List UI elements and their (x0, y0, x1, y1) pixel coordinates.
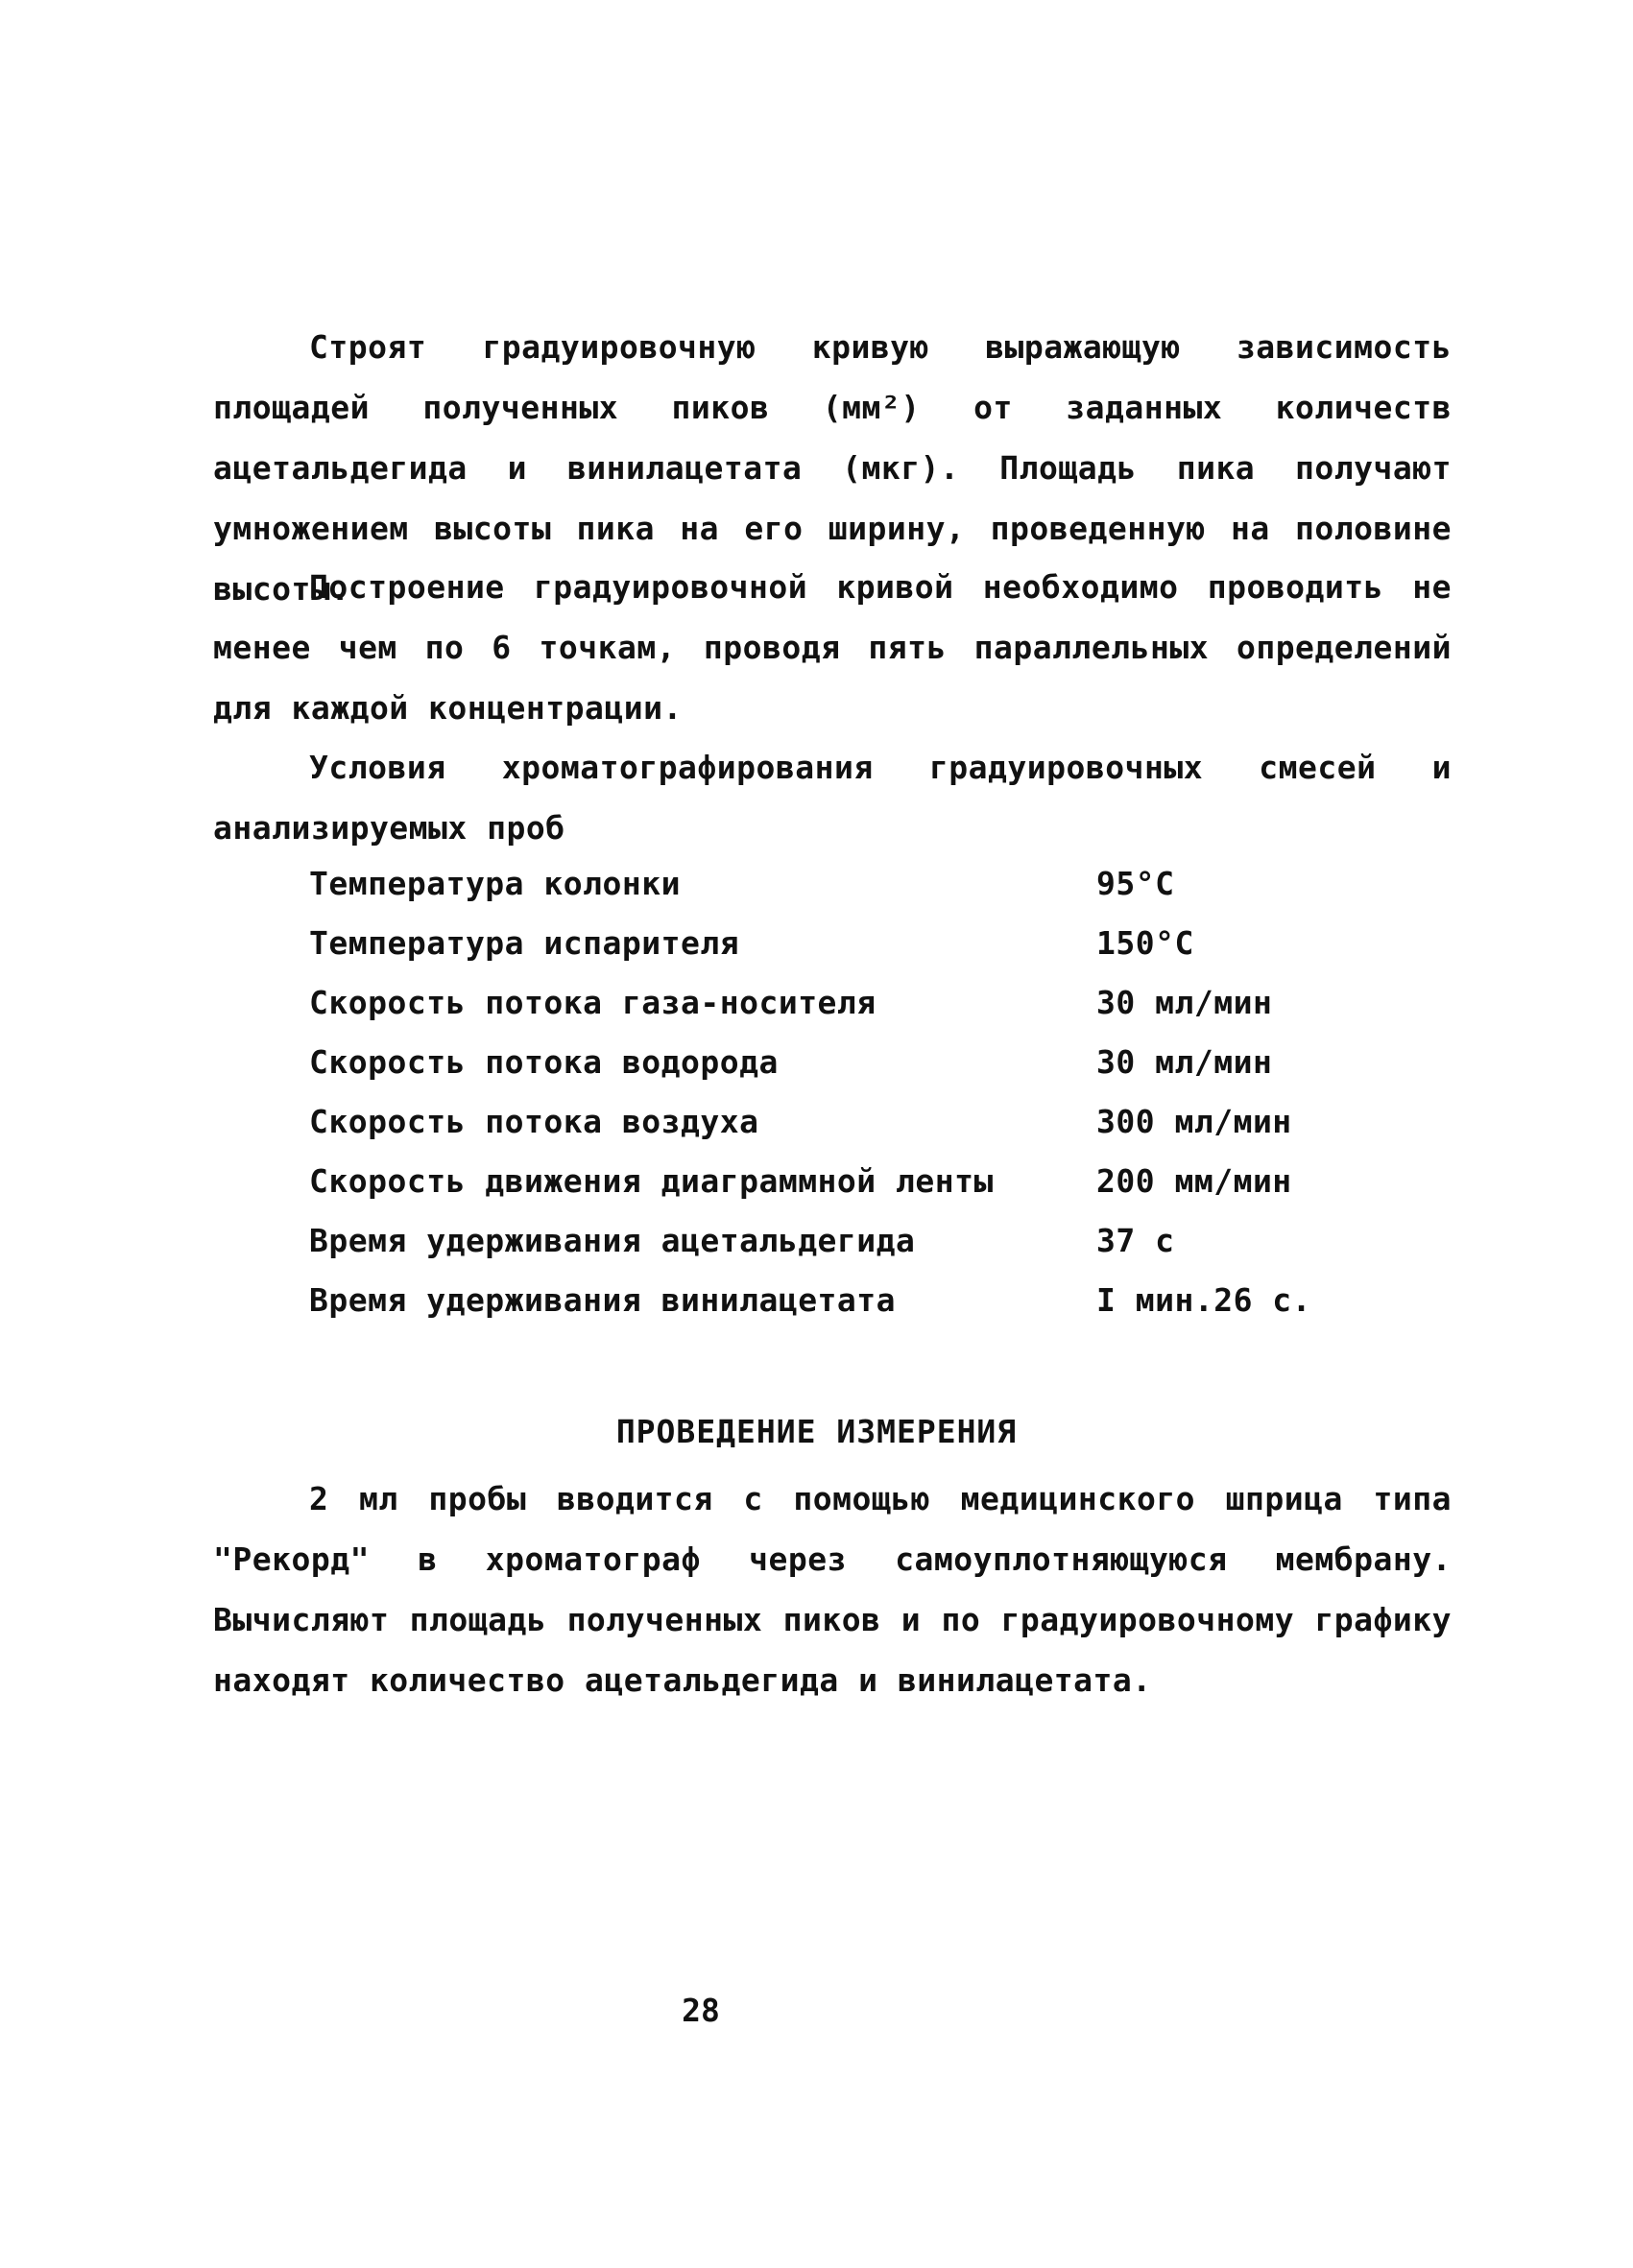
condition-row (309, 1033, 1365, 1092)
section-heading-measurement: ПРОВЕДЕНИЕ ИЗМЕРЕНИЯ (615, 1413, 1018, 1450)
paragraph-calibration-curve: Строят градуировочную кривую выражающую зависимость площадей полученных пиков (мм²) от заданных количеств ацетальдегида и винилацетата (мкг). Площадь пика получают умножением высоты пика на его ширину, проведенную на половине высоты. (213, 328, 1452, 608)
condition-row (309, 1271, 1365, 1330)
condition-row (309, 914, 1365, 973)
condition-value: I мин.26 с. (1096, 1281, 1312, 1319)
condition-value: 300 мл/мин (1096, 1103, 1292, 1140)
condition-value: 95°C (1096, 865, 1175, 902)
condition-row (309, 1152, 1365, 1211)
condition-label: Время удерживания винилацетата (309, 1281, 897, 1319)
condition-label: Температура колонки (309, 865, 681, 902)
condition-value: 200 мм/мин (1096, 1162, 1292, 1200)
conditions-list (309, 854, 1365, 1330)
page-number: 28 (682, 1992, 720, 2029)
condition-value: 30 мл/мин (1096, 1043, 1273, 1081)
condition-label: Время удерживания ацетальдегида (309, 1222, 916, 1259)
paragraph-measurement-procedure: 2 мл пробы вводится с помощью медицинского шприца типа "Рекорд" в хроматограф через самоуплотняющуюся мембрану. Вычисляют площадь полученных пиков и по градуировочному графику находят количество ацетальдегида и винилацетата. (213, 1480, 1452, 1699)
paragraph-calibration-points: Построение градуировочной кривой необходимо проводить не менее чем по 6 точкам, проводя пять параллельных определений для каждой концентрации. (213, 568, 1452, 727)
condition-label: Температура испарителя (309, 924, 740, 962)
condition-value: 37 с (1096, 1222, 1175, 1259)
condition-row (309, 854, 1365, 914)
condition-label: Скорость потока газа-носителя (309, 984, 877, 1021)
condition-label: Скорость потока воздуха (309, 1103, 759, 1140)
condition-value: 150°C (1096, 924, 1194, 962)
condition-value: 30 мл/мин (1096, 984, 1273, 1021)
condition-label: Скорость потока водорода (309, 1043, 779, 1081)
condition-row (309, 973, 1365, 1033)
paragraph-chromatography-conditions: Условия хроматографирования градуировочных смесей и анализируемых проб (213, 749, 1452, 847)
condition-label: Скорость движения диаграммной ленты (309, 1162, 994, 1200)
condition-row (309, 1211, 1365, 1271)
condition-row (309, 1092, 1365, 1152)
